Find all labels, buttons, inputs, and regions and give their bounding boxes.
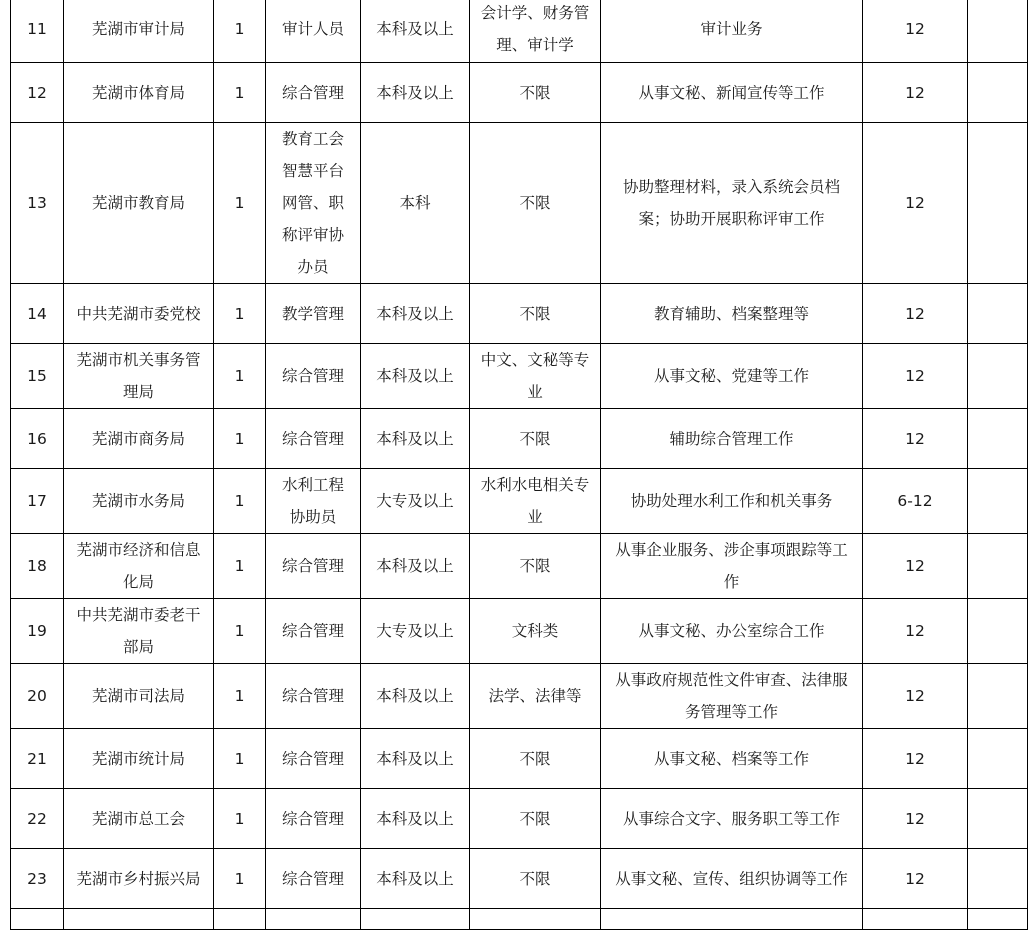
table-row: [11, 729, 1028, 789]
duration-months-cell: 12: [863, 534, 968, 599]
remark-cell: [968, 664, 1028, 729]
headcount-cell: 1: [214, 344, 266, 409]
remark-cell: [968, 534, 1028, 599]
duration-months-cell: 12: [863, 0, 968, 63]
remark-cell: [968, 344, 1028, 409]
unit-name-cell: 芜湖市水务局: [64, 469, 214, 534]
table-row: [11, 599, 1028, 664]
empty-cell: [361, 909, 470, 930]
table-row: [11, 789, 1028, 849]
unit-name-cell: 芜湖市体育局: [64, 63, 214, 123]
empty-cell: [11, 909, 64, 930]
major-requirement-cell: 不限: [470, 123, 601, 284]
unit-name-cell: 芜湖市商务局: [64, 409, 214, 469]
headcount-cell: 1: [214, 63, 266, 123]
unit-name-cell: 中共芜湖市委老干部局: [64, 599, 214, 664]
table-row: [11, 344, 1028, 409]
row-number-cell: 13: [11, 123, 64, 284]
table-row: [11, 534, 1028, 599]
major-requirement-cell: 不限: [470, 409, 601, 469]
remark-cell: [968, 729, 1028, 789]
empty-cell: [214, 909, 266, 930]
position-name-cell: 综合管理: [266, 344, 361, 409]
major-requirement-cell: 会计学、财务管理、审计学: [470, 0, 601, 63]
major-requirement-cell: 水利水电相关专业: [470, 469, 601, 534]
duration-months-cell: 12: [863, 409, 968, 469]
duration-months-cell: 12: [863, 849, 968, 909]
duration-months-cell: 12: [863, 729, 968, 789]
unit-name-cell: 芜湖市教育局: [64, 123, 214, 284]
unit-name-cell: 芜湖市机关事务管理局: [64, 344, 214, 409]
headcount-cell: 1: [214, 599, 266, 664]
remark-cell: [968, 284, 1028, 344]
unit-name-cell: 中共芜湖市委党校: [64, 284, 214, 344]
major-requirement-cell: 不限: [470, 284, 601, 344]
education-requirement-cell: 本科及以上: [361, 0, 470, 63]
unit-name-cell: 芜湖市统计局: [64, 729, 214, 789]
table-row: [11, 664, 1028, 729]
headcount-cell: 1: [214, 789, 266, 849]
job-duty-cell: 辅助综合管理工作: [601, 409, 863, 469]
row-number-cell: 21: [11, 729, 64, 789]
table-row: [11, 284, 1028, 344]
major-requirement-cell: 不限: [470, 729, 601, 789]
unit-name-cell: 芜湖市总工会: [64, 789, 214, 849]
position-name-cell: 审计人员: [266, 0, 361, 63]
remark-cell: [968, 0, 1028, 63]
row-number-cell: 17: [11, 469, 64, 534]
row-number-cell: 15: [11, 344, 64, 409]
empty-cell: [470, 909, 601, 930]
row-number-cell: 11: [11, 0, 64, 63]
row-number-cell: 16: [11, 409, 64, 469]
position-name-cell: 教育工会智慧平台网管、职称评审协办员: [266, 123, 361, 284]
education-requirement-cell: 本科及以上: [361, 409, 470, 469]
table-row: [11, 123, 1028, 284]
unit-name-cell: 芜湖市审计局: [64, 0, 214, 63]
job-duty-cell: 从事综合文字、服务职工等工作: [601, 789, 863, 849]
table-row: [11, 849, 1028, 909]
duration-months-cell: 12: [863, 789, 968, 849]
headcount-cell: 1: [214, 729, 266, 789]
major-requirement-cell: 不限: [470, 849, 601, 909]
remark-cell: [968, 123, 1028, 284]
position-name-cell: 综合管理: [266, 729, 361, 789]
position-name-cell: 综合管理: [266, 409, 361, 469]
education-requirement-cell: 大专及以上: [361, 469, 470, 534]
duration-months-cell: 12: [863, 123, 968, 284]
duration-months-cell: 12: [863, 664, 968, 729]
remark-cell: [968, 849, 1028, 909]
row-number-cell: 20: [11, 664, 64, 729]
education-requirement-cell: 大专及以上: [361, 599, 470, 664]
position-name-cell: 综合管理: [266, 63, 361, 123]
headcount-cell: 1: [214, 469, 266, 534]
position-name-cell: 综合管理: [266, 849, 361, 909]
education-requirement-cell: 本科: [361, 123, 470, 284]
table-row: [11, 0, 1028, 63]
empty-cell: [601, 909, 863, 930]
duration-months-cell: 12: [863, 63, 968, 123]
remark-cell: [968, 599, 1028, 664]
job-duty-cell: 从事政府规范性文件审查、法律服务管理等工作: [601, 664, 863, 729]
job-duty-cell: 从事文秘、党建等工作: [601, 344, 863, 409]
unit-name-cell: 芜湖市经济和信息化局: [64, 534, 214, 599]
education-requirement-cell: 本科及以上: [361, 849, 470, 909]
education-requirement-cell: 本科及以上: [361, 63, 470, 123]
position-name-cell: 综合管理: [266, 534, 361, 599]
unit-name-cell: 芜湖市乡村振兴局: [64, 849, 214, 909]
remark-cell: [968, 469, 1028, 534]
education-requirement-cell: 本科及以上: [361, 789, 470, 849]
row-number-cell: 19: [11, 599, 64, 664]
job-duty-cell: 教育辅助、档案整理等: [601, 284, 863, 344]
job-duty-cell: 从事文秘、新闻宣传等工作: [601, 63, 863, 123]
education-requirement-cell: 本科及以上: [361, 344, 470, 409]
empty-cell: [968, 909, 1028, 930]
remark-cell: [968, 409, 1028, 469]
remark-cell: [968, 789, 1028, 849]
major-requirement-cell: 法学、法律等: [470, 664, 601, 729]
duration-months-cell: 12: [863, 599, 968, 664]
education-requirement-cell: 本科及以上: [361, 664, 470, 729]
recruitment-table: [10, 0, 1028, 930]
position-name-cell: 综合管理: [266, 664, 361, 729]
headcount-cell: 1: [214, 123, 266, 284]
headcount-cell: 1: [214, 0, 266, 63]
duration-months-cell: 12: [863, 284, 968, 344]
major-requirement-cell: 文科类: [470, 599, 601, 664]
job-duty-cell: 审计业务: [601, 0, 863, 63]
row-number-cell: 22: [11, 789, 64, 849]
job-duty-cell: 从事文秘、宣传、组织协调等工作: [601, 849, 863, 909]
headcount-cell: 1: [214, 284, 266, 344]
major-requirement-cell: 不限: [470, 63, 601, 123]
remark-cell: [968, 63, 1028, 123]
row-number-cell: 14: [11, 284, 64, 344]
education-requirement-cell: 本科及以上: [361, 284, 470, 344]
position-name-cell: 综合管理: [266, 789, 361, 849]
row-number-cell: 23: [11, 849, 64, 909]
major-requirement-cell: 中文、文秘等专业: [470, 344, 601, 409]
job-duty-cell: 协助处理水利工作和机关事务: [601, 469, 863, 534]
major-requirement-cell: 不限: [470, 789, 601, 849]
row-number-cell: 18: [11, 534, 64, 599]
education-requirement-cell: 本科及以上: [361, 729, 470, 789]
headcount-cell: 1: [214, 534, 266, 599]
job-duty-cell: 协助整理材料，录入系统会员档案；协助开展职称评审工作: [601, 123, 863, 284]
job-duty-cell: 从事文秘、档案等工作: [601, 729, 863, 789]
table-row: [11, 469, 1028, 534]
row-number-cell: 12: [11, 63, 64, 123]
empty-cell: [64, 909, 214, 930]
position-name-cell: 综合管理: [266, 599, 361, 664]
job-duty-cell: 从事企业服务、涉企事项跟踪等工作: [601, 534, 863, 599]
major-requirement-cell: 不限: [470, 534, 601, 599]
headcount-cell: 1: [214, 849, 266, 909]
table-row: [11, 63, 1028, 123]
table-row-partial: [11, 909, 1028, 930]
position-name-cell: 水利工程协助员: [266, 469, 361, 534]
table-row: [11, 409, 1028, 469]
table-body: [11, 0, 1028, 930]
education-requirement-cell: 本科及以上: [361, 534, 470, 599]
duration-months-cell: 12: [863, 344, 968, 409]
empty-cell: [863, 909, 968, 930]
headcount-cell: 1: [214, 664, 266, 729]
duration-months-cell: 6-12: [863, 469, 968, 534]
empty-cell: [266, 909, 361, 930]
position-name-cell: 教学管理: [266, 284, 361, 344]
unit-name-cell: 芜湖市司法局: [64, 664, 214, 729]
job-duty-cell: 从事文秘、办公室综合工作: [601, 599, 863, 664]
headcount-cell: 1: [214, 409, 266, 469]
